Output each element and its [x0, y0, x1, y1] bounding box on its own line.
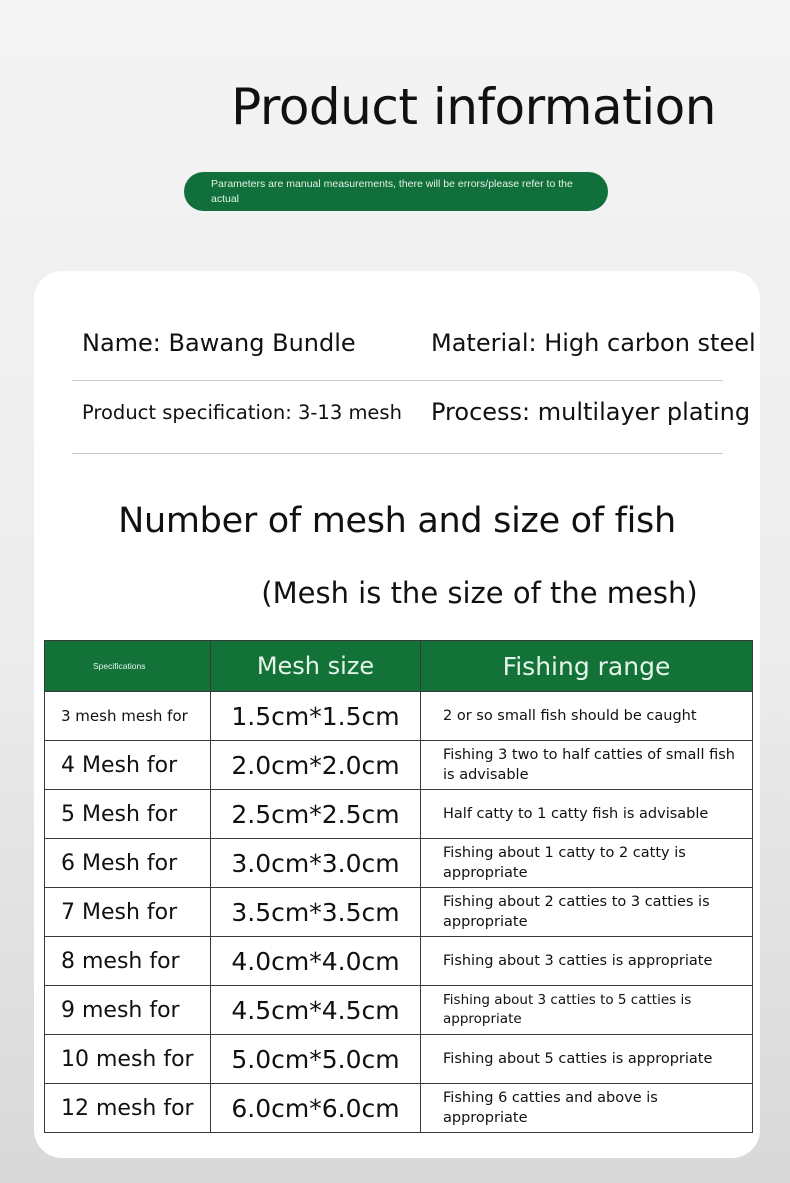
- spec-cell: 6 Mesh for: [45, 839, 211, 888]
- column-header-fishing-range: Fishing range: [421, 641, 753, 692]
- column-header-specifications: Specifications: [45, 641, 211, 692]
- product-name: Name: Bawang Bundle: [82, 329, 356, 357]
- info-divider: [72, 380, 723, 381]
- spec-cell: 10 mesh for: [45, 1035, 211, 1084]
- table-row: [45, 1035, 753, 1084]
- table-row: [45, 790, 753, 839]
- product-info-card: [34, 271, 760, 1158]
- info-divider: [72, 453, 723, 454]
- section-title: Number of mesh and size of fish: [118, 501, 676, 541]
- mesh-size-cell: 6.0cm*6.0cm: [211, 1084, 421, 1133]
- fishing-range-cell: 2 or so small fish should be caught: [421, 692, 753, 741]
- mesh-size-cell: 3.5cm*3.5cm: [211, 888, 421, 937]
- fishing-range-cell: Fishing 6 catties and above is appropriate: [421, 1084, 753, 1133]
- spec-cell: 8 mesh for: [45, 937, 211, 986]
- spec-cell: 7 Mesh for: [45, 888, 211, 937]
- product-process: Process: multilayer plating: [431, 398, 751, 426]
- page-title: Product information: [231, 78, 716, 136]
- mesh-size-cell: 5.0cm*5.0cm: [211, 1035, 421, 1084]
- spec-cell: 5 Mesh for: [45, 790, 211, 839]
- spec-cell: 12 mesh for: [45, 1084, 211, 1133]
- table-row: [45, 888, 753, 937]
- product-material: Material: High carbon steel: [431, 329, 756, 357]
- fishing-range-cell: Half catty to 1 catty fish is advisable: [421, 790, 753, 839]
- fishing-range-cell: Fishing about 5 catties is appropriate: [421, 1035, 753, 1084]
- table-row: [45, 986, 753, 1035]
- fishing-range-cell: Fishing about 3 catties is appropriate: [421, 937, 753, 986]
- mesh-size-cell: 4.0cm*4.0cm: [211, 937, 421, 986]
- table-row: [45, 839, 753, 888]
- table-row: [45, 741, 753, 790]
- fishing-range-cell: Fishing about 2 catties to 3 catties is appropriate: [421, 888, 753, 937]
- mesh-size-cell: 1.5cm*1.5cm: [211, 692, 421, 741]
- mesh-size-cell: 4.5cm*4.5cm: [211, 986, 421, 1035]
- spec-cell: 9 mesh for: [45, 986, 211, 1035]
- table-row: [45, 692, 753, 741]
- mesh-size-table: [44, 640, 753, 1133]
- table-header-row: [45, 641, 753, 692]
- product-specification: Product specification: 3-13 mesh: [82, 401, 402, 424]
- fishing-range-cell: Fishing about 3 catties to 5 catties is appropriate: [421, 986, 753, 1035]
- fishing-range-cell: Fishing about 1 catty to 2 catty is appropriate: [421, 839, 753, 888]
- mesh-size-cell: 2.5cm*2.5cm: [211, 790, 421, 839]
- spec-cell: 3 mesh mesh for: [45, 692, 211, 741]
- column-header-mesh-size: Mesh size: [211, 641, 421, 692]
- measurement-notice-badge: Parameters are manual measurements, there will be errors/please refer to the actual: [184, 172, 608, 211]
- fishing-range-cell: Fishing 3 two to half catties of small fish is advisable: [421, 741, 753, 790]
- mesh-size-cell: 3.0cm*3.0cm: [211, 839, 421, 888]
- section-subtitle: (Mesh is the size of the mesh): [261, 576, 698, 610]
- spec-cell: 4 Mesh for: [45, 741, 211, 790]
- mesh-size-cell: 2.0cm*2.0cm: [211, 741, 421, 790]
- table-row: [45, 1084, 753, 1133]
- table-row: [45, 937, 753, 986]
